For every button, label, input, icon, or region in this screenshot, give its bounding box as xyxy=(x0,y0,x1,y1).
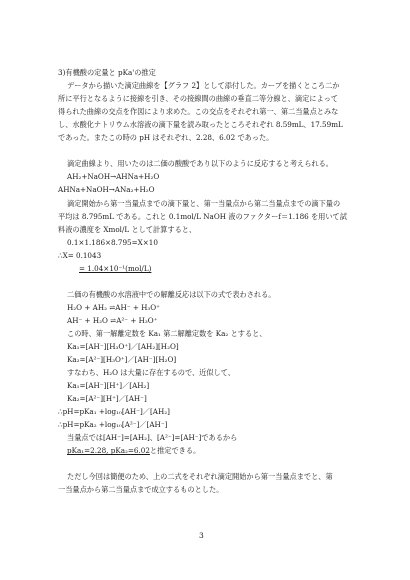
dissociation-equation: AH⁻ + H₂O ⇌A²⁻ + H₃O⁺ xyxy=(67,316,158,325)
paragraph-line: であった。またこの時の pH はそれぞれ、2.28、6.02 であった。 xyxy=(58,133,274,142)
paragraph-line: 滴定開始から第一当量点までの滴下量と、第一当量点から第二当量点までの滴下量の xyxy=(67,199,341,208)
paragraph-line: 所に平行となるように接線を引き、その接線間の曲線の垂直二等分線と、滴定によって xyxy=(58,94,339,103)
equilibrium-constant: Ka₂=[A²⁻][H⁺]／[AH⁻] xyxy=(67,394,147,403)
equilibrium-constant: Ka₂=[A²⁻][H₃O⁺]／[AH⁻][H₂O] xyxy=(67,355,177,364)
paragraph-line: 一当量点から第二当量点まで成立するものとした。 xyxy=(58,485,224,494)
reaction-equation: AH₂+NaOH→AHNa+H₂O xyxy=(67,172,160,181)
paragraph-line: この時、第一解離定数を Ka₁ 第二解離定数を Ka₂ とすると、 xyxy=(67,329,267,338)
pka-result-line xyxy=(67,446,200,455)
pka-result-suffix: と推定できる。 xyxy=(149,446,201,455)
pka-result: pKa₁=2.28, pKa₂=6.02 xyxy=(67,446,150,455)
paragraph-line: 料液の濃度を Xmol/L として計算すると、 xyxy=(58,225,197,234)
paragraph-line: データから描いた滴定曲線を【グラフ 2】として添付した。カーブを描くところ二か xyxy=(67,81,340,90)
paragraph-line: 滴定曲線より、用いたのは二価の酸酸であり以下のように反応すると考えられる。 xyxy=(67,159,333,168)
paragraph-line: ただし今回は簡便のため、上の二式をそれぞれ滴定開始から第一当量点までと、第 xyxy=(67,472,333,481)
ph-equation: ∴pH=pKa₂ +log₁₀[A²⁻]／[AH⁻] xyxy=(58,420,168,429)
paragraph-line: 得られた曲線の交点を作図により求めた。この交点をそれぞれ第一、第二当量点とみな xyxy=(58,107,339,116)
paragraph-line: すなわち、H₂O は大量に存在するので、近似して、 xyxy=(67,368,235,377)
equilibrium-constant: Ka₁=[AH⁻][H₃O⁺]／[AH₂][H₂O] xyxy=(67,342,179,351)
paragraph-line: 平均は 8.795mL である。これと 0.1mol/L NaOH 液のファクターf＝1.186 を用いて試 xyxy=(58,212,347,221)
ph-equation: ∴pH=pKa₁ +log₁₀[AH⁻]／[AH₂] xyxy=(58,407,170,416)
dissociation-equation: H₂O + AH₂ ⇌AH⁻ + H₃O⁺ xyxy=(67,303,160,312)
page-number: 3 xyxy=(199,531,204,540)
reaction-equation: AHNa+NaOH→ANa₂+H₂O xyxy=(58,185,155,194)
paragraph-line: 当量点では[AH⁻]=[AH₂]、[A²⁻]=[AH⁻]であるから xyxy=(67,433,238,442)
section-heading: 3)有機酸の定量と pKa'の推定 xyxy=(58,68,156,77)
equilibrium-constant: Ka₁=[AH⁻][H⁺]／[AH₂] xyxy=(67,381,150,390)
paragraph-line: 二価の有機酸の水溶液中での解離反応は以下の式で表わされる。 xyxy=(67,290,276,299)
calculation-line: ∴X= 0.1043 xyxy=(58,251,102,260)
calculation-line: 0.1×1.186×8.795=X×10 xyxy=(67,238,158,247)
paragraph-line: し、水酸化ナトリウム水溶液の滴下量を読み取ったところそれぞれ 8.59mL、17.59mL xyxy=(58,120,343,129)
concentration-result: = 1.04×10⁻¹(mol/L) xyxy=(79,264,152,273)
